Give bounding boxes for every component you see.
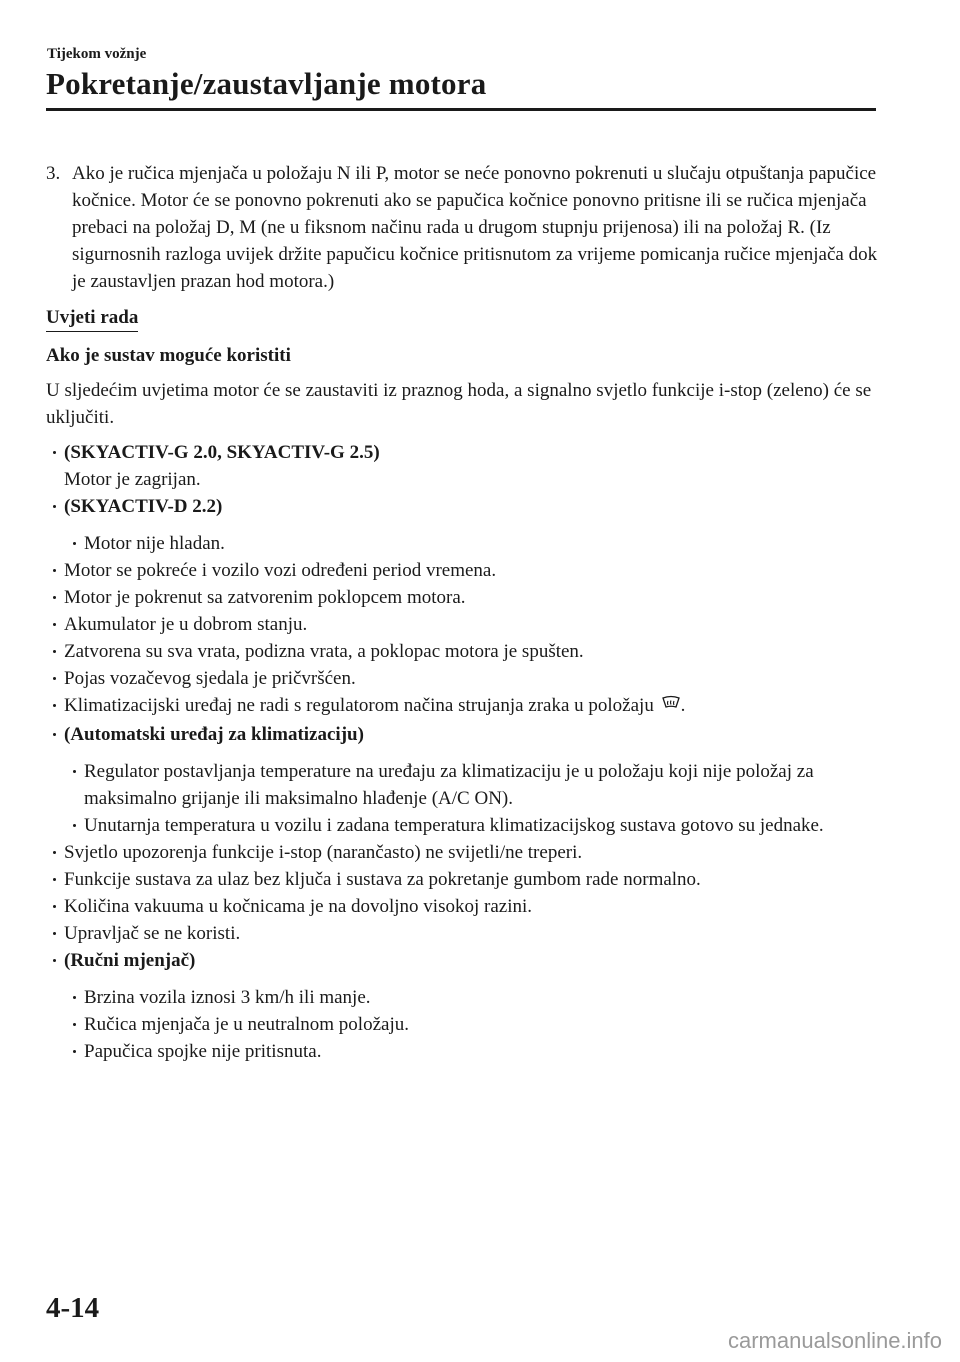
list-item [46,638,881,665]
bullet-dot [73,1050,76,1053]
list-item-climate [46,692,881,721]
bullet-dot [53,733,56,736]
list-item-period: . [680,695,686,716]
list-item [46,665,881,692]
intro-paragraph: U sljedećim uvjetima motor će se zaustaviti iz praznog hoda, a signalno svjetlo funkcije i-stop (zeleno) će se uključiti. [46,380,872,428]
bullet-dot [73,996,76,999]
list-item [46,584,881,611]
bullet-dot [53,451,56,454]
list-item [46,611,881,638]
bullet-dot [73,1023,76,1026]
bullet-dot [53,677,56,680]
numbered-item-3 [46,160,881,295]
page-number: 4-14 [46,1292,100,1324]
engine-g-text: Motor je zagrijan. [64,469,201,490]
list-item-text: Motor je pokrenut sa zatvorenim poklopcem motora. [64,587,466,608]
list-item-text: Ručica mjenjača je u neutralnom položaju. [84,1014,409,1035]
list-item-engine-g [46,439,881,466]
item-text: Ako je ručica mjenjača u položaju N ili P, motor se neće ponovno pokrenuti u slučaju otpuštanja papučice kočnice. Motor će se ponovno pokrenuti ako se papučica kočnice ponovno pritisne ili se ručica mjenjača prebaci na položaj D, M (ne u fiksnom načinu rada u drugom stupnju prijenosa) ili na položaj R. (Iz sigurnosnih razloga uvijek držite papučicu kočnice pritisnutom za vrijeme pomicanja ručice mjenjača dok je zaustavljen prazan hod motora.) [72,163,878,292]
list-item [66,984,881,1011]
list-item [46,893,881,920]
list-item-text: Količina vakuuma u kočnicama je na dovoljno visokoj razini. [64,896,533,917]
bullet-dot [73,542,76,545]
engine-g-label: (SKYACTIV-G 2.0, SKYACTIV-G 2.5) [64,442,380,463]
bullet-dot [53,704,56,707]
bullet-dot [53,959,56,962]
bullet-dot [53,623,56,626]
section-label: Tijekom vožnje [47,46,147,62]
manual-label: (Ručni mjenjač) [64,950,196,971]
watermark: carmanualsonline.info [728,1328,943,1353]
bullet-dot [73,770,76,773]
list-item-manual [46,947,881,974]
list-item-text: Papučica spojke nije pritisnuta. [84,1041,322,1062]
list-item [66,530,881,557]
bullet-dot [53,932,56,935]
list-item-text: Upravljač se ne koristi. [64,923,241,944]
bullet-dot [53,878,56,881]
list-item-text: Regulator postavljanja temperature na uređaju za klimatizaciju je u položaju koji nije položaj za maksimalno grijanje ili maksimalno hlađenje (A/C ON). [84,761,814,809]
subheading-operating-conditions: Uvjeti rada [46,305,138,332]
item-number: 3. [46,163,61,184]
list-item-text: Pojas vozačevog sjedala je pričvršćen. [64,668,356,689]
bullet-dot [53,905,56,908]
list-item [46,866,881,893]
subheading-when-usable: Ako je sustav moguće koristiti [46,345,291,366]
title-rule [46,108,876,111]
list-item-text: Brzina vozila iznosi 3 km/h ili manje. [84,987,371,1008]
list-item [66,758,881,812]
bullet-dot [53,505,56,508]
list-item-text: Motor se pokreće i vozilo vozi određeni period vremena. [64,560,497,581]
list-item-text: Funkcije sustava za ulaz bez ključa i sustava za pokretanje gumbom rade normalno. [64,869,701,890]
list-item-text: Motor nije hladan. [84,533,225,554]
list-item-text: Akumulator je u dobrom stanju. [64,614,308,635]
bullet-dot [53,851,56,854]
page-title: Pokretanje/zaustavljanje motora [46,66,487,101]
list-item [66,1011,881,1038]
list-item [46,839,881,866]
list-item-auto-ac [46,721,881,748]
windshield-defroster-icon [661,694,681,721]
main-content [46,160,881,1065]
list-item [66,1038,881,1065]
list-item-text: Zatvorena su sva vrata, podizna vrata, a poklopac motora je spušten. [64,641,584,662]
list-item-text: Klimatizacijski uređaj ne radi s regulatorom načina strujanja zraka u položaju [64,695,654,716]
bullet-dot [53,650,56,653]
bullet-dot [73,824,76,827]
bullet-dot [53,596,56,599]
list-item [46,920,881,947]
list-item-text: Unutarnja temperatura u vozilu i zadana temperatura klimatizacijskog sustava gotovo su jednake. [84,815,824,836]
list-item-engine-d [46,493,881,520]
auto-ac-label: (Automatski uređaj za klimatizaciju) [64,724,364,745]
list-item [46,557,881,584]
list-item [66,812,881,839]
bullet-dot [53,569,56,572]
engine-d-label: (SKYACTIV-D 2.2) [64,496,223,517]
list-item-text: Svjetlo upozorenja funkcije i-stop (narančasto) ne svijetli/ne treperi. [64,842,583,863]
